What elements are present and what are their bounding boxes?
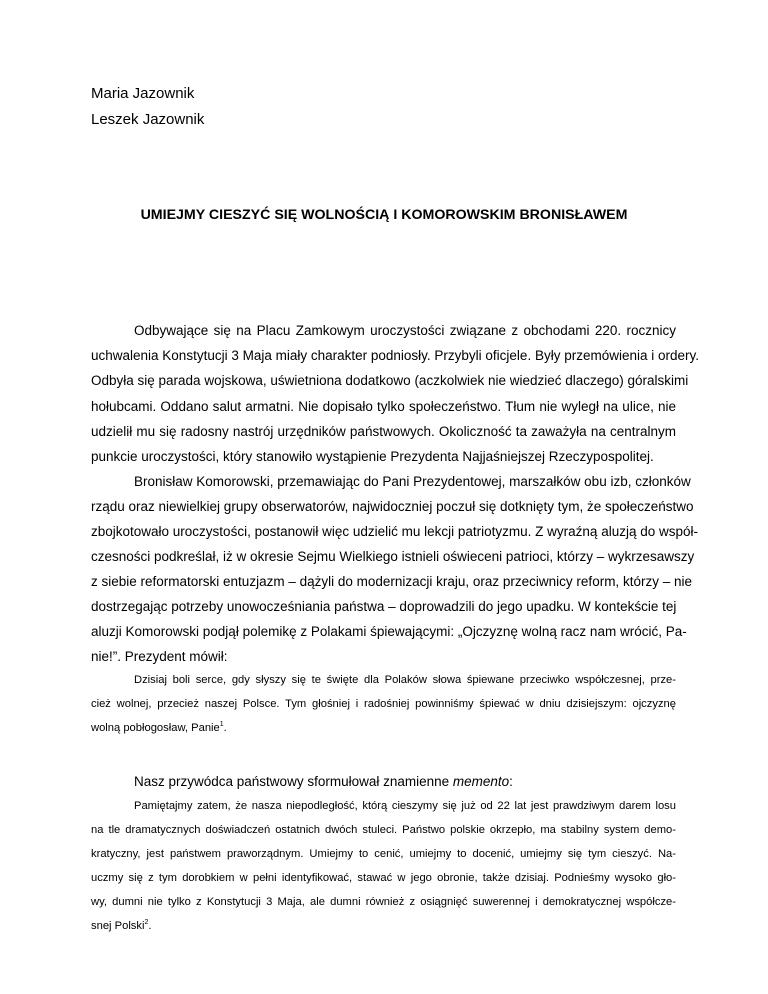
paragraph-line: Odbyła się parada wojskowa, uświetniona dodatkowo (aczkolwiek nie wiedzieć dlaczego) góralskimi (91, 373, 689, 388)
footnote-marker: 1 (219, 721, 224, 728)
paragraph-line: z siebie reformatorski entuzjazm – dążyli do modernizacji kraju, oraz przeciwnicy reform, którzy – nie (91, 574, 692, 589)
quote-line: kratyczny, jest państwem praworządnym. Umiejmy to cenić, umiejmy to docenić, umiejmy się tym cieszyć. Na- (91, 848, 676, 860)
paragraph-line: zbojkotowało uroczystości, postanowił więc udzielić mu lekcji patriotyzmu. Z wyraźną aluzją do współ- (91, 524, 698, 539)
quote-line: uczmy się z tym dorobkiem w pełni identyfikować, stawać w jego obronie, także dzisiaj. Podnieśmy wysoko gło- (91, 872, 676, 884)
paragraph-line: punkcie uroczystości, który stanowiło wystąpienie Prezydenta Najjaśniejszej Rzeczypospolitej. (91, 449, 654, 464)
paragraph-line: rządu oraz niewielkiej grupy obserwatorów, najwidoczniej poczuł się dotknięty tym, że społeczeństwo (91, 499, 694, 514)
quote-line: Dzisiaj boli serce, gdy słyszy się te święte dla Polaków słowa śpiewane przeciwko współczesnej, prze- (134, 674, 676, 686)
paragraph-line: Odbywające się na Placu Zamkowym uroczystości związane z obchodami 220. rocznicy (134, 323, 676, 338)
quote-line: na tle dramatycznych doświadczeń ostatnich dwóch stuleci. Państwo polskie okrzepło, ma stabilny system demo- (91, 824, 676, 836)
paragraph-line: Bronisław Komorowski, przemawiając do Pani Prezydentowej, marszałków obu izb, członków (134, 474, 691, 489)
article-title: UMIEJMY CIESZYĆ SIĘ WOLNOŚCIĄ I KOMOROWSKIM BRONISŁAWEM (140, 207, 628, 223)
paragraph-line: udzielił mu się radosny nastrój urzędników państwowych. Okoliczność ta zaważyła na centralnym (91, 424, 676, 439)
footnote-marker: 2 (144, 919, 149, 926)
quote-line: cież wolnej, przecież naszej Polsce. Tym głośniej i radośniej powinniśmy śpiewać w dniu dzisiejszym: ojczyznę (91, 698, 676, 710)
paragraph-line: nie!”. Prezydent mówił: (91, 649, 228, 664)
paragraph-line: aluzji Komorowski podjął polemikę z Polakami śpiewającymi: „Ojczyznę wolną racz nam wrócić, Pa- (91, 624, 687, 639)
paragraph-line: hołubcami. Oddano salut armatni. Nie dopisało tylko społeczeństwo. Tłum nie wyległ na ulice, nie (91, 399, 676, 414)
quote-line: wolną pobłogosław, Panie$^1$. (91, 721, 227, 734)
quote-line: wy, dumni nie tylko z Konstytucji 3 Maja, ale dumni również z osiągnięć suwerennej i demokratycznej współcze- (91, 896, 676, 908)
paragraph-line: Nasz przywódca państwowy sformułował znamienne memento: (134, 774, 513, 789)
paragraph-line: uchwalenia Konstytucji 3 Maja miały charakter podniosły. Przybyli oficjele. Były przemówienia i ordery. (91, 348, 700, 363)
author-name: Leszek Jazownik (91, 111, 205, 128)
quote-line: snej Polski$^2$. (91, 919, 152, 932)
quote-line: Pamiętajmy zatem, że nasza niepodległość, którą cieszymy się już od 22 lat jest prawdziwym darem losu (134, 800, 676, 812)
author-name: Maria Jazownik (91, 85, 195, 102)
paragraph-line: dostrzegając potrzeby unowocześniania państwa – doprowadzili do jego upadku. W kontekście tej (91, 599, 677, 614)
emphasis-memento: memento (452, 774, 510, 789)
paragraph-line: czesności podkreślał, iż w okresie Sejmu Wielkiego istnieli oświeceni patrioci, którzy – wykrzesawszy (91, 549, 695, 564)
